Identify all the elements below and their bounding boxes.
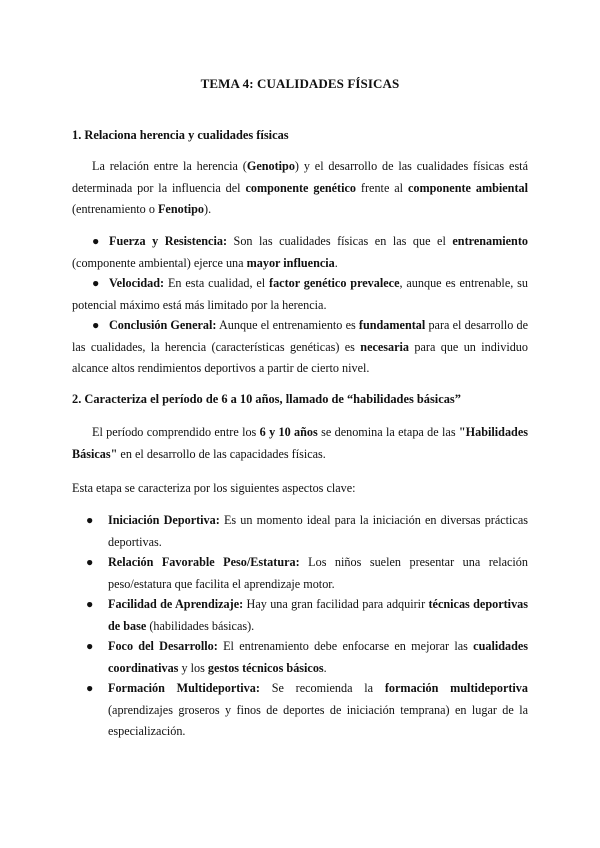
text-span: Hay una gran facilidad para adquirir [243, 597, 429, 611]
bullet-label: Foco del Desarrollo: [108, 639, 218, 653]
text-span: para que un individuo alcance altos rendimientos deportivos a partir de cierto nivel. [72, 339, 528, 375]
bullet-label: Facilidad de Aprendizaje: [108, 597, 244, 611]
bold-span: entrenamiento [452, 234, 528, 248]
bullet-label: Relación Favorable Peso/Estatura: [108, 555, 300, 569]
bullet-dot-icon: ● [92, 234, 100, 248]
section2-bullet-iniciacion [86, 510, 528, 553]
bold-span: gestos técnicos básicos [207, 660, 324, 675]
section2-bullet-foco [86, 636, 529, 679]
bold-span: 6 y 10 años [259, 425, 318, 439]
section2-intro-paragraph [72, 422, 528, 465]
text-span: El entrenamiento debe enfocarse en mejorar las [217, 639, 474, 653]
section1-bullet-velocidad [72, 273, 528, 316]
section2-bullet-relacion [86, 552, 528, 595]
text-span: ). [204, 202, 212, 216]
text-span: en el desarrollo de las capacidades físicas. [117, 446, 326, 461]
bullet-dot-icon: ● [86, 639, 94, 653]
section2-bullet-facilidad [86, 594, 529, 637]
bullet-label: Conclusión General: [109, 318, 217, 332]
text-span: , aunque es entrenable, su potencial máximo está más limitado por la herencia. [72, 276, 528, 312]
text-span: (entrenamiento o [72, 202, 158, 216]
text-span: . [334, 255, 338, 270]
text-span: Son las cualidades físicas en las que el [227, 234, 453, 248]
section2-heading: 2. Caracteriza el período de 6 a 10 años, llamado de “habilidades básicas” [72, 392, 461, 406]
text-span: En esta cualidad, el [164, 276, 270, 290]
text-span: (habilidades básicas). [146, 618, 255, 633]
bold-span: cualidades coordinativas [108, 639, 529, 675]
bullet-label: Formación Multideportiva: [108, 681, 260, 695]
text-span: para el desarrollo de las cualidades, la herencia (características genéticas) es [72, 318, 528, 354]
text-span: (aprendizajes groseros y finos de deportes de iniciación temprana) en lugar de la especialización. [108, 702, 528, 738]
bullet-dot-icon: ● [86, 597, 94, 611]
bullet-label: Fuerza y Resistencia: [109, 234, 227, 248]
bullet-dot-icon: ● [86, 555, 94, 569]
text-span: Se recomienda la [259, 681, 385, 695]
section2-bullet-formacion [86, 678, 528, 743]
section1-bullet-fuerza [72, 231, 528, 274]
bold-span: mayor influencia [246, 255, 335, 270]
section2-lead-paragraph: Esta etapa se caracteriza por los siguientes aspectos clave: [72, 481, 356, 495]
bullet-dot-icon: ● [86, 681, 94, 695]
bold-span: técnicas deportivas de base [108, 597, 529, 633]
text-span: Los niños suelen presentar una relación peso/estatura que facilita el aprendizaje motor. [108, 555, 528, 591]
section1-intro-paragraph [72, 156, 528, 221]
text-span: y los [178, 660, 208, 675]
bold-span: formación multideportiva [384, 681, 528, 695]
bullet-dot-icon: ● [92, 318, 100, 332]
section1-bullet-conclusion [72, 315, 528, 380]
bold-span: Genotipo [246, 159, 295, 173]
text-span: frente al [356, 180, 408, 195]
bullet-label: Velocidad: [109, 276, 165, 290]
text-span: . [323, 660, 327, 675]
bold-span: necesaria [360, 339, 410, 354]
bullet-dot-icon: ● [86, 513, 94, 527]
text-span: ) y el desarrollo de las cualidades físicas está determinada por la influencia del [72, 159, 528, 195]
text-span: El período comprendido entre los [92, 425, 260, 439]
text-span: Aunque el entrenamiento es [216, 318, 359, 332]
document-title: TEMA 4: CUALIDADES FÍSICAS [200, 76, 400, 91]
text-span: La relación entre la herencia ( [92, 159, 247, 173]
bold-span: componente ambiental [407, 180, 528, 195]
bullet-label: Iniciación Deportiva: [108, 513, 220, 527]
bold-span: componente genético [245, 180, 357, 195]
bullet-dot-icon: ● [92, 276, 100, 290]
bold-span: Fenotipo [157, 202, 205, 216]
bold-span: fundamental [358, 318, 426, 332]
bold-span: factor genético prevalece [269, 276, 400, 290]
text-span: se denomina la etapa de las [317, 425, 459, 439]
bold-span: "Habilidades Básicas" [72, 425, 528, 461]
text-span: (componente ambiental) ejerce una [72, 255, 247, 270]
text-span: Es un momento ideal para la iniciación en diversas prácticas deportivas. [108, 513, 528, 549]
section1-heading: 1. Relaciona herencia y cualidades físicas [72, 128, 289, 142]
